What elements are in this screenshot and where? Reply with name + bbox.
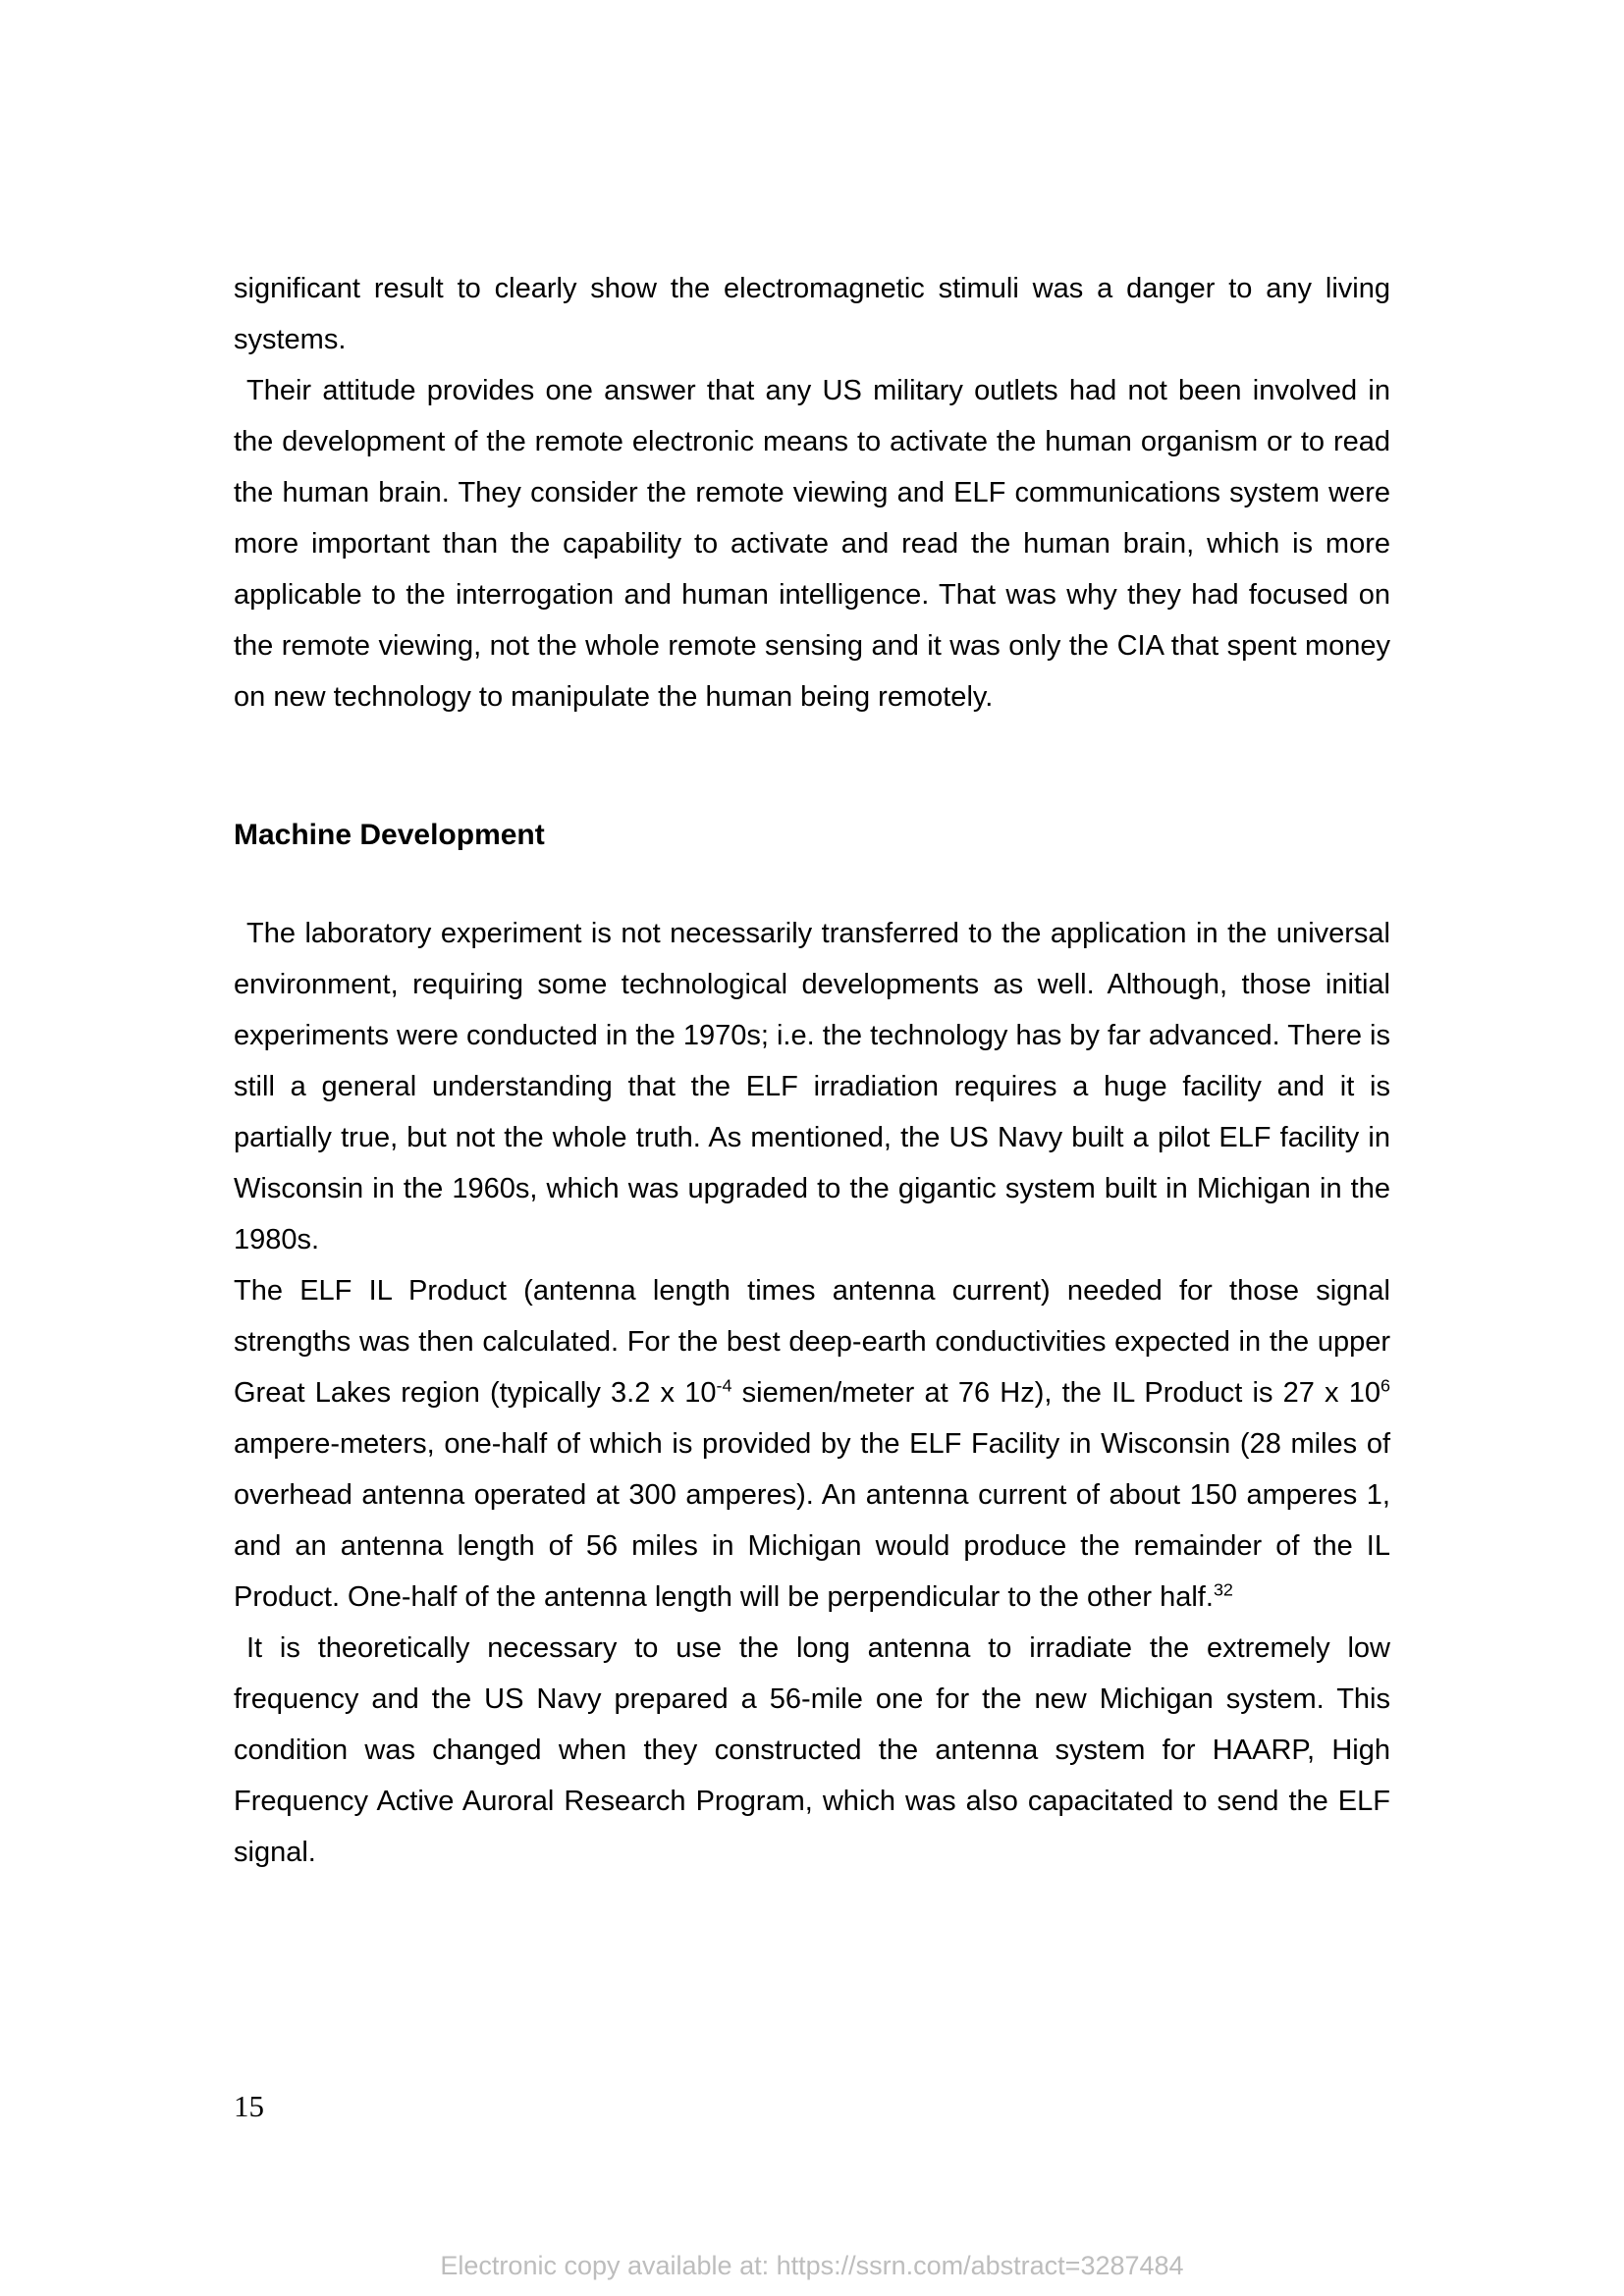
block-quote [234,1265,1390,1623]
exponent-superscript: -4 [716,1375,732,1396]
quote-text-segment: ampere-meters, one-half of which is provided by the ELF Facility in Wisconsin (28 miles of overhead antenna operated at 300 amperes). An antenna current of about 150 amperes 1, and an antenna length of 56 miles in Michigan would produce the remainder of the IL Product. One-half of the antenna length will be perpendicular to the other half. [234,1428,1390,1613]
footnote-reference: 32 [1213,1579,1233,1600]
ssrn-footer-stamp: Electronic copy available at: https://ssrn.com/abstract=3287484 [440,2251,1184,2280]
quote-text-segment: siemen/meter at 76 Hz), the IL Product is 27 x 10 [731,1377,1380,1409]
page-number: 15 [234,2089,264,2123]
exponent-superscript: 6 [1380,1375,1390,1396]
paragraph-intro-continuation: significant result to clearly show the electromagnetic stimuli was a danger to any living systems. [234,273,1390,355]
paragraph-machine-development: The laboratory experiment is not necessarily transferred to the application in the universal environment, requiring some technological developments as well. Although, those initial experiments were conducted in the 1970s; i.e. the technology has by far advanced. There is still a general understanding that the ELF irradiation requires a huge facility and it is partially true, but not the whole truth. As mentioned, the US Navy built a pilot ELF facility in Wisconsin in the 1960s, which was upgraded to the gigantic system built in Michigan in the 1980s. [234,918,1390,1255]
section-heading: Machine Development [234,819,545,851]
quote-text-segment: The ELF IL Product (antenna length times antenna current) needed for those signal strengths was then calculated. For the best deep-earth conductivities expected in the upper Great Lakes region (typically 3.2 x 10 [234,1275,1390,1409]
body-text [234,263,1390,1878]
paragraph-antenna: It is theoretically necessary to use the long antenna to irradiate the extremely low frequency and the US Navy prepared a 56-mile one for the new Michigan system. This condition was changed when they constructed the antenna system for HAARP, High Frequency Active Auroral Research Program, which was also capacitated to send the ELF signal. [234,1632,1390,1868]
paragraph-attitude: Their attitude provides one answer that any US military outlets had not been involved in the development of the remote electronic means to activate the human organism or to read the human brain. They consider the remote viewing and ELF communications system were more important than the capability to activate and read the human brain, which is more applicable to the interrogation and human intelligence. That was why they had focused on the remote viewing, not the whole remote sensing and it was only the CIA that spent money on new technology to manipulate the human being remotely. [234,375,1390,713]
